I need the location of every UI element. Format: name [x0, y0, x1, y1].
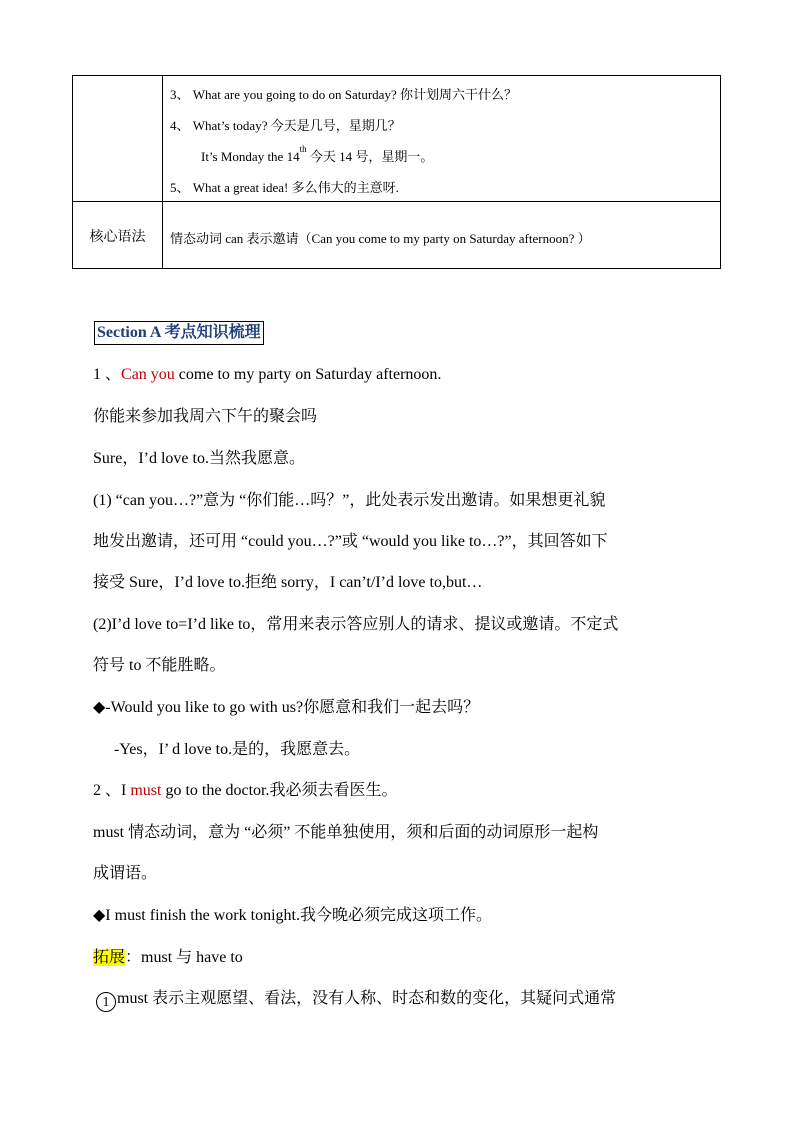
summary-table — [72, 75, 721, 269]
item2-heading: 2 、I must go to the doctor.我必须去看医生。 — [93, 782, 398, 799]
item2-note-line2: 成谓语。 — [93, 865, 158, 882]
item1-note1-line2: 地发出邀请，还可用 “could you…?”或 “would you like to…?”，其回答如下 — [93, 533, 608, 550]
circled-number-1: 1 — [96, 992, 116, 1012]
grammar-label: 核心语法 — [89, 228, 146, 245]
sentence-row-4: 4、 What’s today? 今天是几号，星期几？ — [170, 118, 401, 133]
item1-note1-line3: 接受 Sure，I’d love to.拒绝 sorry，I can’t/I’d love to,but… — [93, 574, 483, 591]
item1-example-answer: -Yes，I’ d love to.是的，我愿意去。 — [114, 741, 361, 758]
section-title: Section A 考点知识梳理 — [94, 321, 264, 345]
item1-note2-line1: (2)I’d love to=I’d like to，常用来表示答应别人的请求、提议或邀请。不定式 — [93, 616, 619, 633]
sentence-row-4-answer: It’s Monday the 14th 今天 14 号，星期一。 — [201, 144, 434, 164]
item2-example: ◆I must finish the work tonight.我今晚必须完成这项工作。 — [93, 907, 492, 924]
table-divider-vertical — [162, 76, 163, 268]
item2-extend: 拓展：must 与 have to — [93, 949, 243, 966]
grammar-text: 情态动词 can 表示邀请（Can you come to my party on Saturday afternoon? ） — [170, 231, 591, 246]
item1-reply: Sure，I’d love to.当然我愿意。 — [93, 450, 305, 467]
table-divider-horizontal — [73, 201, 720, 202]
item1-example-question: ◆-Would you like to go with us?你愿意和我们一起去吗？ — [93, 699, 480, 716]
item1-note2-line2: 符号 to 不能胜略。 — [93, 657, 226, 674]
item1-heading: 1 、Can you come to my party on Saturday afternoon. — [93, 366, 442, 383]
item2-note-line1: must 情态动词，意为 “必须” 不能单独使用，须和后面的动词原形一起构 — [93, 824, 599, 841]
item1-note1-line1: (1) “can you…?”意为 “你们能…吗？”，此处表示发出邀请。如果想更礼貌 — [93, 492, 606, 509]
extend-highlight: 拓展 — [93, 949, 126, 966]
sentence-row-3: 3、 What are you going to do on Saturday? 你计划周六干什么？ — [170, 87, 517, 102]
item1-translation: 你能来参加我周六下午的聚会吗 — [93, 408, 318, 425]
sentence-row-5: 5、 What a great idea! 多么伟大的主意呀. — [170, 180, 399, 195]
item2-point1: 1 must 表示主观愿望、看法，没有人称、时态和数的变化，其疑问式通常 — [96, 988, 616, 1012]
